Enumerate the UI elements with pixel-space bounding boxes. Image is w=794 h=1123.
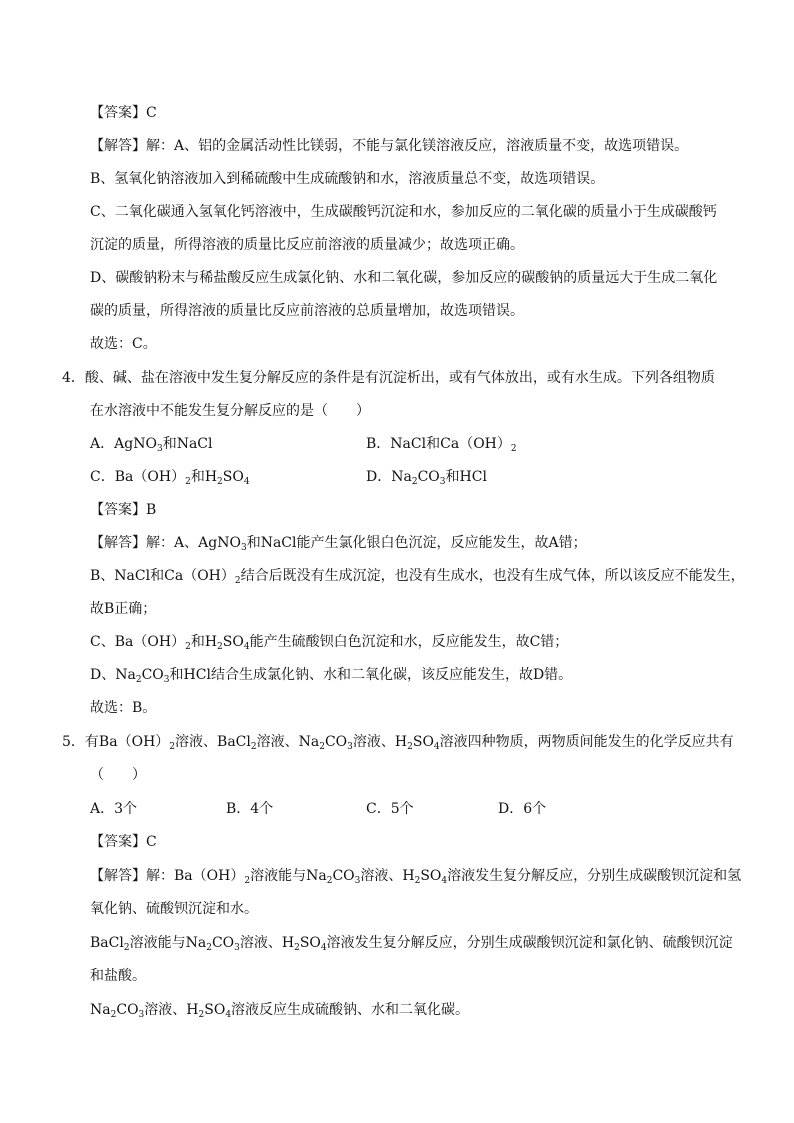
q4-analysis-a: 【解答】解：A、AgNO$_3$和NaCl能产生氯化银白色沉淀，反应能发生，故A错； — [90, 535, 587, 553]
q3-conclusion: 故选：C。 — [90, 336, 157, 352]
q5-option-c: C．5个 — [366, 801, 414, 817]
q5-answer: 【答案】C — [90, 834, 157, 850]
q4-stem-line2: 在水溶液中不能发生复分解反应的是（ ） — [90, 403, 370, 419]
q5-analysis-line1: 【解答】解：$Ba(OH)_2$溶液能与$Na_2CO_3$溶液、$H_2SO_4$溶液发生复分解反应，分别生成碳酸钡沉淀和氢 — [90, 868, 742, 886]
q3-analysis-c1: C、二氧化碳通入氢氧化钙溶液中，生成碳酸钙沉淀和水，参加反应的二氧化碳的质量小于生成碳酸钙 — [90, 204, 717, 220]
q3-analysis-d1: D、碳酸钠粉末与稀盐酸反应生成氯化钠、水和二氧化碳，参加反应的碳酸钠的质量远大于生成二氧化 — [90, 270, 718, 286]
q5-analysis-line5: $Na_2CO_3$溶液、$H_2SO_4$溶液反应生成硫酸钠、水和二氧化碳。 — [90, 1002, 470, 1020]
q5-stem-line2: （ ） — [90, 767, 146, 783]
q4-option-c: C．$Ba(OH)_2$和$H_2SO_4$ — [90, 469, 250, 487]
q4-analysis-b1: B、NaCl和$Ca(OH)_2$结合后既没有生成沉淀，也没有生成水，也没有生成气体，所以该反应不能发生， — [90, 568, 745, 586]
q5-option-a: A．3个 — [90, 801, 138, 817]
q4-analysis-c: C、$Ba(OH)_2$和$H_2SO_4$能产生硫酸钡白色沉淀和水，反应能发生，故C错； — [90, 634, 569, 652]
q3-analysis-d2: 碳的质量，所得溶液的质量比反应前溶液的总质量增加，故选项错误。 — [90, 303, 524, 319]
q4-conclusion: 故选：B。 — [90, 700, 157, 716]
q5-analysis-line3: BaCl$_2$溶液能与$Na_2CO_3$溶液、$H_2SO_4$溶液发生复分解反应，分别生成碳酸钡沉淀和氯化钠、硫酸钡沉淀 — [90, 935, 733, 953]
q5-option-b: B．4个 — [226, 801, 274, 817]
q3-answer: 【答案】C — [90, 105, 157, 121]
q3-analysis-b: B、氢氧化钠溶液加入到稀硫酸中生成硫酸钠和水，溶液质量总不变，故选项错误。 — [90, 171, 605, 187]
q5-stem-line1: 5．有$Ba(OH)_2$溶液、BaCl$_2$溶液、$Na_2CO_3$溶液、$H_2SO_4$溶液四种物质，两物质间能发生的化学反应共有 — [62, 734, 734, 752]
q5-option-d: D．6个 — [498, 801, 547, 817]
q4-analysis-d: D、$Na_2CO_3$和HCl结合生成氯化钠、水和二氧化碳，该反应能发生，故D错。 — [90, 667, 573, 685]
q4-option-d: D．$Na_2CO_3$和HCl — [366, 469, 487, 487]
q3-analysis-c2: 沉淀的质量，所得溶液的质量比反应前溶液的质量减少；故选项正确。 — [90, 237, 524, 253]
q4-option-a: A．AgNO$_3$和NaCl — [90, 436, 213, 454]
q4-analysis-b2: 故B正确； — [90, 601, 157, 617]
q4-stem-line1: 4．酸、碱、盐在溶液中发生复分解反应的条件是有沉淀析出，或有气体放出，或有水生成。下列各组物质 — [62, 370, 715, 386]
q3-analysis-a: 【解答】解：A、铝的金属活动性比镁弱，不能与氯化镁溶液反应，溶液质量不变，故选项错误。 — [90, 138, 689, 154]
q4-option-b: B．NaCl和$Ca(OH)_2$ — [366, 436, 517, 454]
q5-analysis-line4: 和盐酸。 — [90, 968, 146, 984]
q4-answer: 【答案】B — [90, 502, 157, 518]
q5-analysis-line2: 氧化钠、硫酸钡沉淀和水。 — [90, 901, 258, 917]
